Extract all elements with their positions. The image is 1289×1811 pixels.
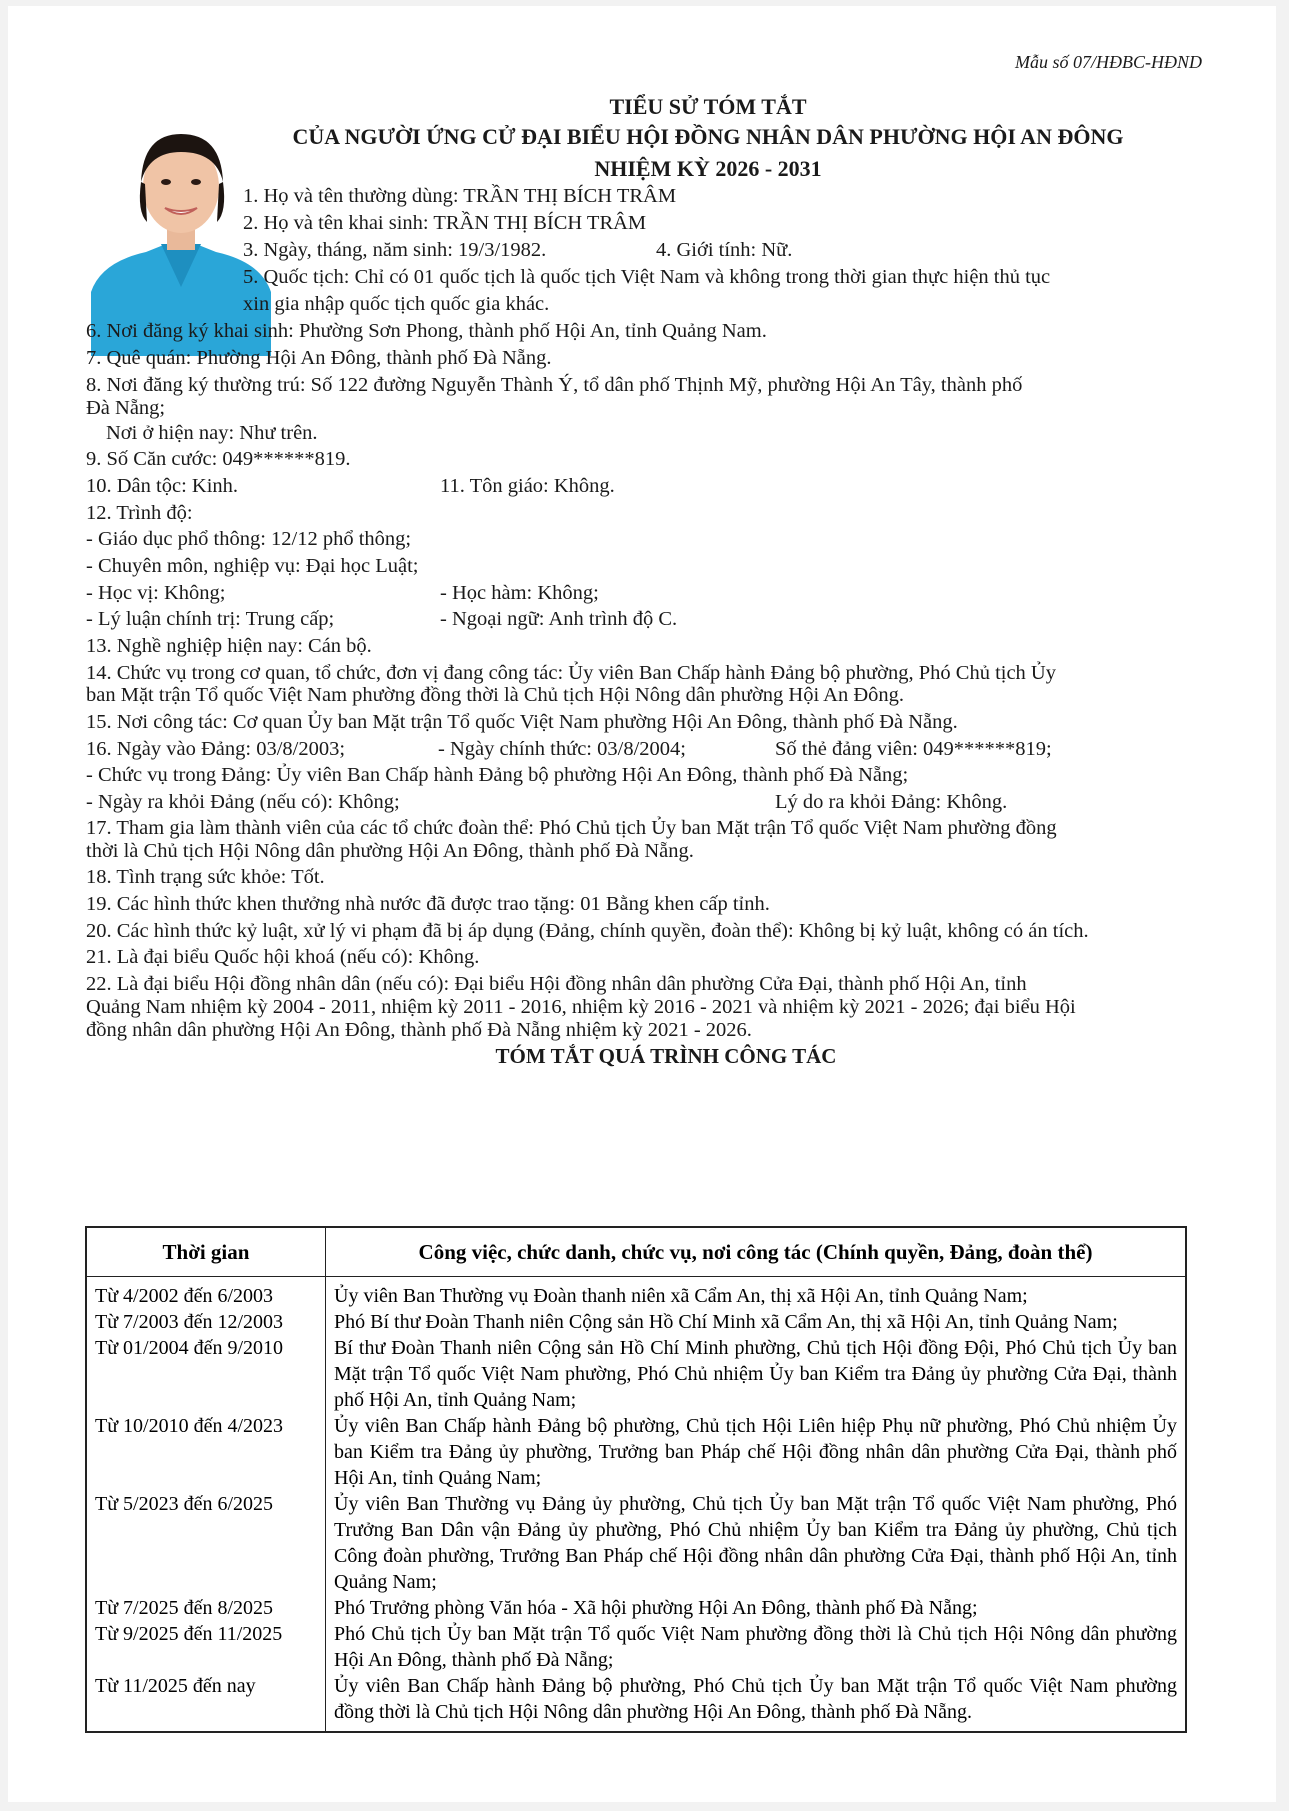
item-22-line-3: đồng nhân dân phường Hội An Đông, thành phố Đà Nẵng nhiệm kỳ 2021 - 2026.: [86, 1019, 752, 1041]
item-5-line-2: xin gia nhập quốc tịch quốc gia khác.: [243, 293, 550, 315]
item-16-leave-date: - Ngày ra khỏi Đảng (nếu có): Không;: [86, 791, 400, 813]
item-14-line-2: ban Mặt trận Tổ quốc Việt Nam phường đồng thời là Chủ tịch Hội Nông dân phường Hội An Đông.: [86, 684, 905, 706]
item-12-degree: - Học vị: Không;: [86, 582, 226, 604]
table-row: [86, 1277, 1186, 1310]
item-13: 13. Nghề nghiệp hiện nay: Cán bộ.: [86, 635, 372, 657]
item-12: 12. Trình độ:: [86, 502, 193, 524]
table-row: [86, 1673, 1186, 1732]
title-line-3: NHIỆM KỲ 2026 - 2031: [594, 156, 822, 181]
row-description: Ủy viên Ban Thường vụ Đảng ủy phường, Chủ tịch Ủy ban Mặt trận Tổ quốc Việt Nam phường, Phó Trưởng Ban Dân vận Đảng ủy phường, Phó Chủ nhiệm Ủy ban Kiểm tra Đảng ủy phường, Chủ tịch Công đoàn phường, Trưởng Ban Pháp chế Hội đồng nhân dân phường Cửa Đại, thành phố Hội An, tỉnh Quảng Nam;: [334, 1493, 1177, 1593]
table-row: [86, 1491, 1186, 1595]
row-description: Bí thư Đoàn Thanh niên Cộng sản Hồ Chí Minh phường, Chủ tịch Hội đồng Đội, Phó Chủ tịch Ủy ban Mặt trận Tổ quốc Việt Nam phường, Phó Chủ nhiệm Ủy ban Kiểm tra Đảng ủy phường Cửa Đại, thành phố Hội An, tỉnh Quảng Nam;: [334, 1337, 1177, 1411]
row-description: Ủy viên Ban Thường vụ Đoàn thanh niên xã Cẩm An, thị xã Hội An, tỉnh Quảng Nam;: [334, 1285, 1028, 1307]
item-21: 21. Là đại biểu Quốc hội khoá (nếu có): Không.: [86, 946, 480, 968]
row-time: Từ 9/2025 đến 11/2025: [86, 1621, 326, 1673]
item-16-official-date: - Ngày chính thức: 03/8/2004;: [438, 738, 686, 760]
row-description: Ủy viên Ban Chấp hành Đảng bộ phường, Chủ tịch Hội Liên hiệp Phụ nữ phường, Phó Chủ nhiệm Ủy ban Kiểm tra Đảng ủy phường, Trưởng ban Pháp chế Hội đồng nhân dân phường Cửa Đại, thành phố Hội An, tỉnh Quảng Nam;: [334, 1415, 1177, 1489]
item-12-political-theory: - Lý luận chính trị: Trung cấp;: [86, 608, 335, 630]
column-header-description: Công việc, chức danh, chức vụ, nơi công tác (Chính quyền, Đảng, đoàn thể): [326, 1227, 1187, 1277]
item-12-general-education: - Giáo dục phổ thông: 12/12 phổ thông;: [86, 528, 412, 550]
table-row: [86, 1335, 1186, 1413]
row-time: Từ 7/2003 đến 12/2003: [86, 1309, 326, 1335]
row-time: Từ 11/2025 đến nay: [86, 1673, 326, 1732]
row-time: Từ 5/2023 đến 6/2025: [86, 1491, 326, 1595]
item-12-foreign-language: - Ngoại ngữ: Anh trình độ C.: [440, 608, 678, 630]
item-16-leave-reason: Lý do ra khỏi Đảng: Không.: [775, 791, 1008, 813]
item-7: 7. Quê quán: Phường Hội An Đông, thành phố Đà Nẵng.: [86, 347, 552, 369]
item-9: 9. Số Căn cước: 049******819.: [86, 448, 351, 470]
item-4: 4. Giới tính: Nữ.: [656, 239, 793, 261]
item-16-join-date: 16. Ngày vào Đảng: 03/8/2003;: [86, 738, 346, 760]
item-10: 10. Dân tộc: Kinh.: [86, 475, 239, 497]
item-12-specialty: - Chuyên môn, nghiệp vụ: Đại học Luật;: [86, 555, 419, 577]
item-14-line-1: 14. Chức vụ trong cơ quan, tổ chức, đơn vị đang công tác: Ủy viên Ban Chấp hành Đảng bộ phường, Phó Chủ tịch Ủy: [86, 662, 1056, 684]
item-6: 6. Nơi đăng ký khai sinh: Phường Sơn Phong, thành phố Hội An, tỉnh Quảng Nam.: [86, 320, 767, 342]
row-description: Phó Bí thư Đoàn Thanh niên Cộng sản Hồ Chí Minh xã Cẩm An, thị xã Hội An, tỉnh Quảng Nam;: [334, 1311, 1118, 1333]
item-1: 1. Họ và tên thường dùng: TRẦN THỊ BÍCH TRÂM: [243, 185, 677, 207]
work-history-heading: TÓM TẮT QUÁ TRÌNH CÔNG TÁC: [495, 1044, 837, 1068]
item-22-line-1: 22. Là đại biểu Hội đồng nhân dân (nếu có): Đại biểu Hội đồng nhân dân phường Cửa Đại, thành phố Hội An, tỉnh: [86, 973, 1027, 995]
table-row: [86, 1413, 1186, 1491]
item-12-academic-title: - Học hàm: Không;: [440, 582, 599, 604]
item-8-current-address: Nơi ở hiện nay: Như trên.: [106, 422, 318, 444]
item-18: 18. Tình trạng sức khỏe: Tốt.: [86, 866, 325, 888]
table-row: [86, 1309, 1186, 1335]
item-15: 15. Nơi công tác: Cơ quan Ủy ban Mặt trận Tổ quốc Việt Nam phường Hội An Đông, thành phố Đà Nẵng.: [86, 711, 958, 733]
column-header-time: Thời gian: [86, 1227, 326, 1277]
title-line-2: CỦA NGƯỜI ỨNG CỬ ĐẠI BIỂU HỘI ĐỒNG NHÂN DÂN PHƯỜNG HỘI AN ĐÔNG: [292, 124, 1124, 149]
item-16-party-position: - Chức vụ trong Đảng: Ủy viên Ban Chấp hành Đảng bộ phường Hội An Đông, thành phố Đà Nẵng;: [86, 764, 909, 786]
form-code: Mẫu số 07/HĐBC-HĐND: [1015, 52, 1202, 72]
title-line-1: TIỂU SỬ TÓM TẮT: [609, 94, 807, 119]
item-16-member-card: Số thẻ đảng viên: 049******819;: [775, 738, 1052, 760]
item-8-line-1: 8. Nơi đăng ký thường trú: Số 122 đường Nguyễn Thành Ý, tổ dân phố Thịnh Mỹ, phường Hội An Tây, thành phố: [86, 374, 1023, 396]
table-row: [86, 1621, 1186, 1673]
item-11: 11. Tôn giáo: Không.: [440, 475, 615, 497]
table-row: [86, 1595, 1186, 1621]
work-history-table: [85, 1226, 1187, 1733]
item-19: 19. Các hình thức khen thưởng nhà nước đã được trao tặng: 01 Bằng khen cấp tỉnh.: [86, 893, 770, 915]
row-time: Từ 7/2025 đến 8/2025: [86, 1595, 326, 1621]
item-3: 3. Ngày, tháng, năm sinh: 19/3/1982.: [243, 239, 547, 261]
item-17-line-2: thời là Chủ tịch Hội Nông dân phường Hội An Đông, thành phố Đà Nẵng.: [86, 840, 694, 862]
row-time: Từ 01/2004 đến 9/2010: [86, 1335, 326, 1413]
item-17-line-1: 17. Tham gia làm thành viên của các tổ chức đoàn thể: Phó Chủ tịch Ủy ban Mặt trận Tổ quốc Việt Nam phường đồng: [86, 817, 1057, 839]
row-description: Phó Chủ tịch Ủy ban Mặt trận Tổ quốc Việt Nam phường đồng thời là Chủ tịch Hội Nông dân phường Hội An Đông, thành phố Đà Nẵng;: [334, 1623, 1177, 1671]
table-header-row: [86, 1227, 1186, 1277]
item-5-line-1: 5. Quốc tịch: Chỉ có 01 quốc tịch là quốc tịch Việt Nam và không trong thời gian thực hiện thủ tục: [243, 266, 1051, 288]
item-8-line-2: Đà Nẵng;: [86, 397, 166, 419]
row-time: Từ 10/2010 đến 4/2023: [86, 1413, 326, 1491]
row-time: Từ 4/2002 đến 6/2003: [86, 1277, 326, 1310]
row-description: Ủy viên Ban Chấp hành Đảng bộ phường, Phó Chủ tịch Ủy ban Mặt trận Tổ quốc Việt Nam phường đồng thời là Chủ tịch Hội Nông dân phường Hội An Đông, thành phố Đà Nẵng.: [334, 1675, 1177, 1723]
item-2: 2. Họ và tên khai sinh: TRẦN THỊ BÍCH TRÂM: [243, 212, 647, 234]
item-20: 20. Các hình thức kỷ luật, xử lý vi phạm đã bị áp dụng (Đảng, chính quyền, đoàn thể): Không bị kỷ luật, không có án tích.: [86, 920, 1089, 942]
row-description: Phó Trưởng phòng Văn hóa - Xã hội phường Hội An Đông, thành phố Đà Nẵng;: [334, 1597, 978, 1619]
item-22-line-2: Quảng Nam nhiệm kỳ 2004 - 2011, nhiệm kỳ 2011 - 2016, nhiệm kỳ 2016 - 2021 và nhiệm kỳ 2021 - 2026; đại biểu Hội: [86, 996, 1076, 1018]
